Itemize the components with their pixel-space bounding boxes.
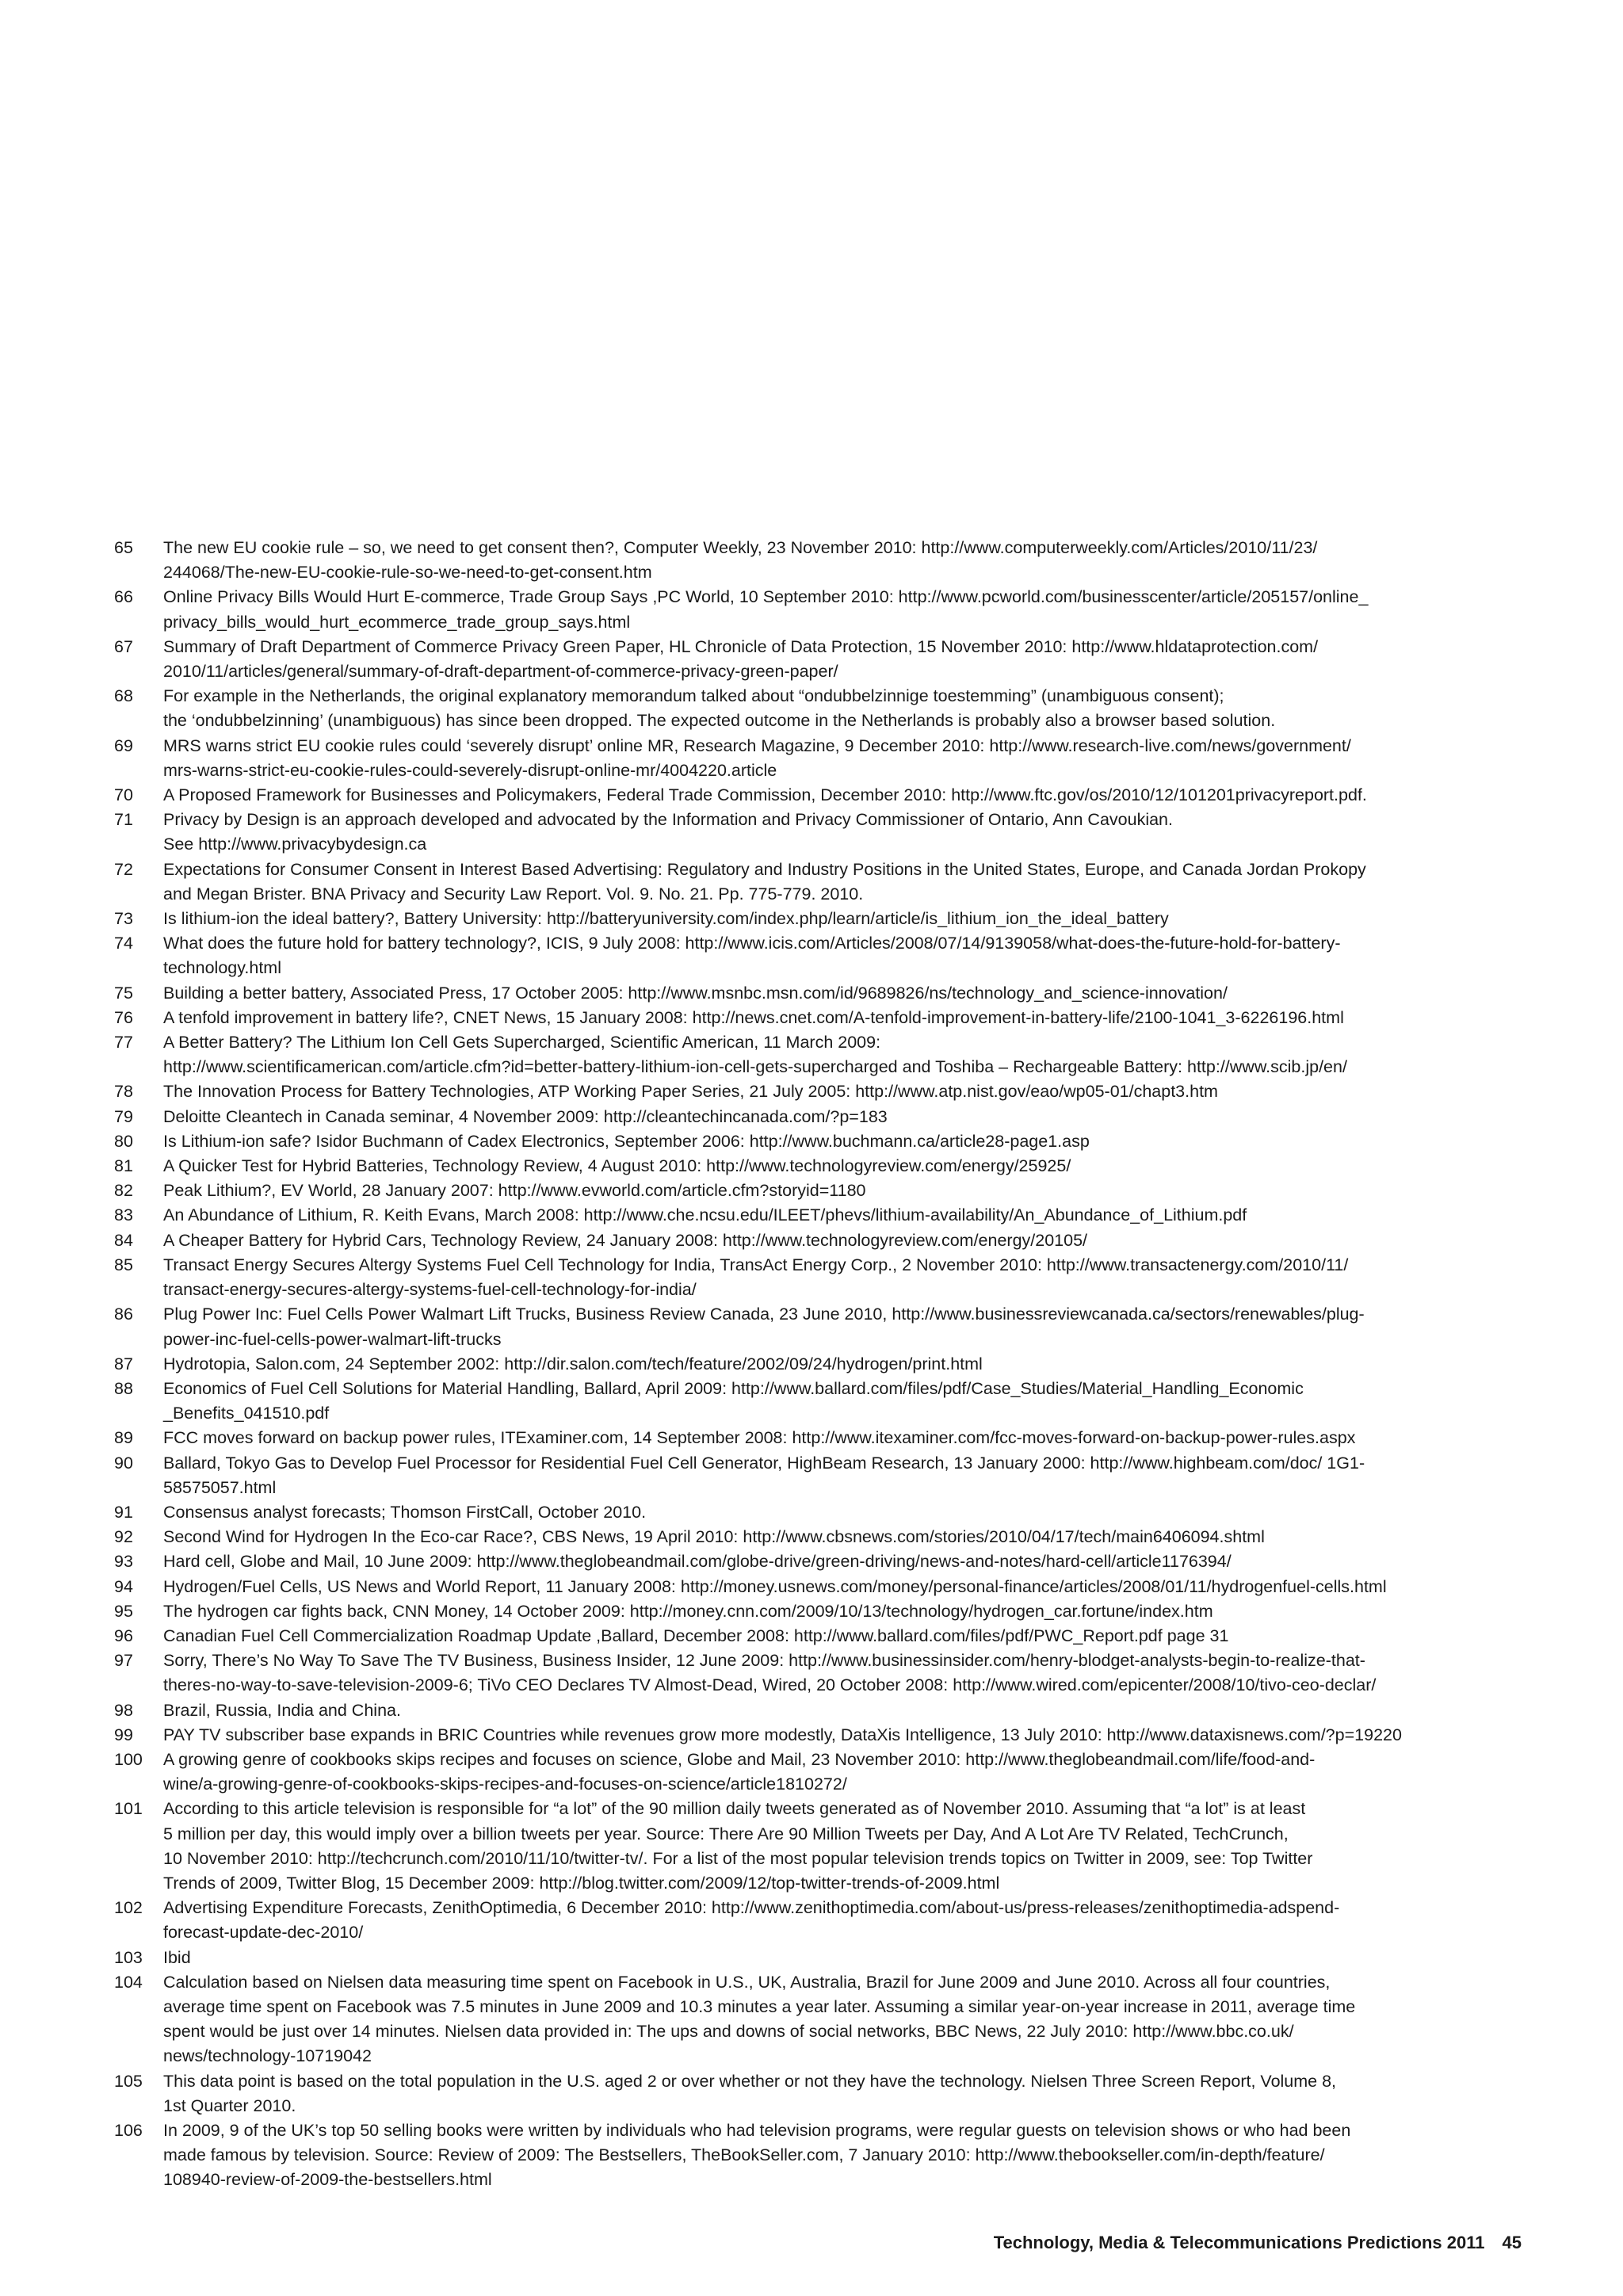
endnote-number: 79: [114, 1106, 133, 1126]
endnote-item: [114, 783, 1525, 808]
endnote-number: 71: [114, 810, 133, 830]
endnote-item: [114, 1946, 1525, 1970]
endnote-text: [163, 1079, 1525, 1104]
endnote-line: In 2009, 9 of the UK’s top 50 selling books were written by individuals who had television programs, were regular guests on television shows or who had been: [163, 2121, 1351, 2140]
endnote-line: Sorry, There’s No Way To Save The TV Business, Business Insider, 12 June 2009: http://www.businessinsider.com/henry-blodget-analysts-begin-to-realize-that-: [163, 1651, 1365, 1671]
endnote-line: Privacy by Design is an approach developed and advocated by the Information and Privacy Commissioner of Ontario, Ann Cavoukian.: [163, 810, 1173, 830]
endnote-text: [163, 1129, 1525, 1154]
footer-title: Technology, Media & Telecommunications Predictions 2011: [993, 2233, 1485, 2252]
endnote-text: [163, 1599, 1525, 1624]
endnote-number: 99: [114, 1725, 133, 1744]
endnote-item: [114, 1352, 1525, 1377]
endnote-number: 75: [114, 983, 133, 1003]
endnote-line: A growing genre of cookbooks skips recipes and focuses on science, Globe and Mail, 23 November 2010: http://www.theglobeandmail.com/life/food-and-: [163, 1749, 1316, 1769]
endnote-line: FCC moves forward on backup power rules, ITExaminer.com, 14 September 2008: http://www.itexaminer.com/fcc-moves-forward-on-backup-power-rules.aspx: [163, 1428, 1356, 1448]
endnote-item: [114, 1253, 1525, 1302]
endnote-text: [163, 1179, 1525, 1203]
endnote-item: [114, 1451, 1525, 1500]
endnote-number: 95: [114, 1601, 133, 1621]
endnote-line: Ballard, Tokyo Gas to Develop Fuel Processor for Residential Fuel Cell Generator, HighBeam Research, 13 January 2000: http://www.highbeam.com/doc/ 1G1-: [163, 1453, 1365, 1473]
endnote-text: [163, 1896, 1525, 1945]
endnote-line: Economics of Fuel Cell Solutions for Material Handling, Ballard, April 2009: http://www.ballard.com/files/pdf/Case_Studies/Material_Handling_Economic: [163, 1378, 1304, 1398]
endnote-number: 72: [114, 859, 133, 879]
endnote-item: [114, 1006, 1525, 1030]
endnote-line: A Proposed Framework for Businesses and Policymakers, Federal Trade Commission, December 2010: http://www.ftc.gov/os/2010/12/101201privacyreport.pdf.: [163, 785, 1367, 805]
endnote-line: A Cheaper Battery for Hybrid Cars, Technology Review, 24 January 2008: http://www.technologyreview.com/energy/20105/: [163, 1230, 1088, 1250]
endnote-text: [163, 1253, 1525, 1302]
endnote-text: [163, 1748, 1525, 1797]
endnote-item: [114, 635, 1525, 684]
endnote-number: 89: [114, 1428, 133, 1448]
endnote-line: Online Privacy Bills Would Hurt E-commerce, Trade Group Says ,PC World, 10 September 2010: http://www.pcworld.com/businesscenter/article/205157/online_: [163, 587, 1369, 607]
endnote-line: 244068/The-new-EU-cookie-rule-so-we-need-to-get-consent.htm: [163, 563, 652, 583]
endnote-line: PAY TV subscriber base expands in BRIC Countries while revenues grow more modestly, DataXis Intelligence, 13 July 2010: http://www.dataxisnews.com/?p=19220: [163, 1725, 1402, 1744]
page-number: 45: [1502, 2233, 1522, 2252]
endnote-line: According to this article television is responsible for “a lot” of the 90 million daily tweets generated as of November 2010. Assuming that “a lot” is at least: [163, 1799, 1306, 1819]
endnote-line: Deloitte Cleantech in Canada seminar, 4 November 2009: http://cleantechincanada.com/?p=183: [163, 1106, 888, 1126]
endnote-line: Plug Power Inc: Fuel Cells Power Walmart Lift Trucks, Business Review Canada, 23 June 2010, http://www.businessreviewcanada.ca/sectors/renewables/plug-: [163, 1305, 1365, 1324]
endnote-text: [163, 1228, 1525, 1253]
endnote-item: [114, 1970, 1525, 2069]
endnote-item: [114, 907, 1525, 931]
endnote-number: 86: [114, 1305, 133, 1324]
endnote-line: The hydrogen car fights back, CNN Money, 14 October 2009: http://money.cnn.com/2009/10/13/technology/hydrogen_car.fortune/index.htm: [163, 1601, 1213, 1621]
endnote-item: [114, 808, 1525, 857]
endnote-line: Ibid: [163, 1947, 191, 1967]
endnote-text: [163, 1797, 1525, 1896]
endnote-line: The Innovation Process for Battery Technologies, ATP Working Paper Series, 21 July 2005: http://www.atp.nist.gov/eao/wp05-01/chapt3.htm: [163, 1082, 1218, 1102]
endnote-line: The new EU cookie rule – so, we need to get consent then?, Computer Weekly, 23 November 2010: http://www.computerweekly.com/Articles/2010/11/23/: [163, 538, 1318, 557]
endnote-text: [163, 1624, 1525, 1648]
endnote-line: 5 million per day, this would imply over a billion tweets per year. Source: There Are 90 Million Tweets per Day, And A Lot Are TV Related, TechCrunch,: [163, 1824, 1289, 1843]
endnote-line: news/technology-10719042: [163, 2046, 372, 2066]
endnote-item: [114, 1079, 1525, 1104]
endnote-text: [163, 1030, 1525, 1079]
endnote-number: 67: [114, 636, 133, 656]
endnote-line: the ‘ondubbelzinning’ (unambiguous) has since been dropped. The expected outcome in the Netherlands is probably also a browser based solution.: [163, 711, 1276, 731]
endnote-text: [163, 1203, 1525, 1228]
endnote-item: [114, 536, 1525, 585]
endnote-text: [163, 1575, 1525, 1599]
endnote-number: 76: [114, 1007, 133, 1027]
endnote-text: [163, 981, 1525, 1006]
endnote-text: [163, 1525, 1525, 1549]
endnote-text: [163, 1698, 1525, 1723]
endnote-line: Transact Energy Secures Altergy Systems Fuel Cell Technology for India, TransAct Energy Corp., 2 November 2010: http://www.transactenergy.com/2010/11/: [163, 1255, 1349, 1274]
endnote-text: [163, 2069, 1525, 2118]
endnote-number: 65: [114, 538, 133, 557]
endnote-item: [114, 1549, 1525, 1574]
endnote-text: [163, 1549, 1525, 1574]
endnote-item: [114, 1748, 1525, 1797]
endnote-text: [163, 1377, 1525, 1426]
endnote-line: theres-no-way-to-save-television-2009-6; TiVo CEO Declares TV Almost-Dead, Wired, 20 October 2008: http://www.wired.com/epicenter/2008/10/tivo-ceo-declar/: [163, 1675, 1377, 1695]
endnote-text: [163, 1451, 1525, 1500]
endnote-number: 100: [114, 1749, 143, 1769]
endnote-line: technology.html: [163, 958, 281, 978]
endnote-number: 103: [114, 1947, 143, 1967]
page-footer: [994, 2233, 1522, 2253]
endnote-item: [114, 1723, 1525, 1748]
endnote-item: [114, 858, 1525, 907]
endnote-line: Trends of 2009, Twitter Blog, 15 December 2009: http://blog.twitter.com/2009/12/top-twitter-trends-of-2009.html: [163, 1873, 1000, 1893]
endnote-line: average time spent on Facebook was 7.5 minutes in June 2009 and 10.3 minutes a year later. Assuming a similar year-on-year increase in 2011, average time: [163, 1996, 1356, 2016]
endnote-number: 96: [114, 1626, 133, 1645]
endnote-text: [163, 783, 1525, 808]
endnote-number: 98: [114, 1700, 133, 1720]
endnote-line: 2010/11/articles/general/summary-of-draft-department-of-commerce-privacy-green-paper/: [163, 662, 838, 682]
endnote-text: [163, 684, 1525, 733]
endnote-item: [114, 1648, 1525, 1698]
endnote-number: 97: [114, 1651, 133, 1671]
endnote-item: [114, 1154, 1525, 1179]
endnote-item: [114, 1525, 1525, 1549]
endnote-text: [163, 1352, 1525, 1377]
endnote-line: What does the future hold for battery technology?, ICIS, 9 July 2008: http://www.icis.com/Articles/2008/07/14/9139058/what-does-the-future-hold-for-battery-: [163, 934, 1341, 953]
endnote-item: [114, 2069, 1525, 2118]
endnote-number: 80: [114, 1131, 133, 1151]
endnote-line: Consensus analyst forecasts; Thomson FirstCall, October 2010.: [163, 1502, 647, 1522]
endnote-line: An Abundance of Lithium, R. Keith Evans, March 2008: http://www.che.ncsu.edu/ILEET/phevs/lithium-availability/An_Abundance_of_Lithium.pdf: [163, 1205, 1247, 1225]
endnote-text: [163, 1154, 1525, 1179]
endnote-line: This data point is based on the total population in the U.S. aged 2 or over whether or not they have the technology. Nielsen Three Screen Report, Volume 8,: [163, 2071, 1337, 2091]
endnote-number: 104: [114, 1972, 143, 1992]
endnote-item: [114, 1599, 1525, 1624]
endnote-item: [114, 1426, 1525, 1450]
endnote-item: [114, 585, 1525, 634]
endnote-text: [163, 858, 1525, 907]
endnote-item: [114, 981, 1525, 1006]
endnote-line: For example in the Netherlands, the original explanatory memorandum talked about “ondubbelzinnige toestemming” (unambiguous consent);: [163, 686, 1224, 706]
endnote-line: transact-energy-secures-altergy-systems-fuel-cell-technology-for-india/: [163, 1280, 697, 1300]
endnote-line: 58575057.html: [163, 1477, 277, 1497]
endnote-number: 101: [114, 1799, 143, 1819]
endnote-number: 70: [114, 785, 133, 805]
endnote-line: A tenfold improvement in battery life?, CNET News, 15 January 2008: http://news.cnet.com/A-tenfold-improvement-in-battery-life/2100-1041_3-6226196.html: [163, 1007, 1344, 1027]
endnote-number: 82: [114, 1181, 133, 1201]
endnote-number: 106: [114, 2121, 143, 2140]
endnote-text: [163, 734, 1525, 783]
endnote-item: [114, 1105, 1525, 1129]
endnote-line: See http://www.privacybydesign.ca: [163, 835, 427, 854]
endnote-line: 1st Quarter 2010.: [163, 2095, 296, 2115]
endnote-line: Building a better battery, Associated Press, 17 October 2005: http://www.msnbc.msn.com/id/9689826/ns/technology_and_science-innovation/: [163, 983, 1228, 1003]
endnote-text: [163, 2118, 1525, 2193]
endnote-item: [114, 1179, 1525, 1203]
endnote-line: Hydrogen/Fuel Cells, US News and World Report, 11 January 2008: http://money.usnews.com/money/personal-finance/articles/2008/01/11/hydrogenfuel-cells.html: [163, 1576, 1387, 1596]
endnote-number: 66: [114, 587, 133, 607]
endnote-item: [114, 1377, 1525, 1426]
endnote-line: http://www.scientificamerican.com/article.cfm?id=better-battery-lithium-ion-cell-gets-supercharged and Toshiba – Rechargeable Battery: http://www.scib.jp/en/: [163, 1057, 1347, 1077]
endnote-number: 81: [114, 1156, 133, 1176]
endnote-line: Second Wind for Hydrogen In the Eco-car Race?, CBS News, 19 April 2010: http://www.cbsnews.com/stories/2010/04/17/tech/main6406094.shtml: [163, 1527, 1265, 1547]
endnote-line: Calculation based on Nielsen data measuring time spent on Facebook in U.S., UK, Australia, Brazil for June 2009 and June 2010. Across all four countries,: [163, 1972, 1331, 1992]
endnote-item: [114, 1500, 1525, 1525]
endnote-line: power-inc-fuel-cells-power-walmart-lift-trucks: [163, 1329, 502, 1349]
endnote-number: 84: [114, 1230, 133, 1250]
endnote-line: wine/a-growing-genre-of-cookbooks-skips-recipes-and-focuses-on-science/article1810272/: [163, 1775, 847, 1794]
endnote-line: Hard cell, Globe and Mail, 10 June 2009: http://www.theglobeandmail.com/globe-drive/green-driving/news-and-notes/hard-cell/article1176394/: [163, 1552, 1232, 1572]
endnote-line: Is lithium-ion the ideal battery?, Battery University: http://batteryuniversity.com/index.php/learn/article/is_lithium_ion_the_ideal_battery: [163, 909, 1169, 929]
endnote-text: [163, 1723, 1525, 1748]
endnote-text: [163, 1946, 1525, 1970]
endnote-number: 88: [114, 1378, 133, 1398]
endnote-text: [163, 931, 1525, 980]
endnote-number: 102: [114, 1898, 143, 1918]
endnotes-list: [114, 536, 1525, 2193]
endnote-item: [114, 734, 1525, 783]
endnote-line: MRS warns strict EU cookie rules could ‘severely disrupt’ online MR, Research Magazine, 9 December 2010: http://www.research-live.com/news/government/: [163, 735, 1351, 755]
endnote-text: [163, 536, 1525, 585]
endnote-line: mrs-warns-strict-eu-cookie-rules-could-severely-disrupt-online-mr/4004220.article: [163, 760, 777, 780]
endnote-line: and Megan Brister. BNA Privacy and Security Law Report. Vol. 9. No. 21. Pp. 775-779. 2010.: [163, 884, 864, 904]
endnote-line: Summary of Draft Department of Commerce Privacy Green Paper, HL Chronicle of Data Protection, 15 November 2010: http://www.hldataprotection.com/: [163, 636, 1319, 656]
endnote-number: 77: [114, 1033, 133, 1052]
endnote-line: 10 November 2010: http://techcrunch.com/2010/11/10/twitter-tv/. For a list of the most popular television trends topics on Twitter in 2009, see: Top Twitter: [163, 1848, 1313, 1868]
endnote-text: [163, 1500, 1525, 1525]
endnote-item: [114, 931, 1525, 980]
endnote-line: A Better Battery? The Lithium Ion Cell Gets Supercharged, Scientific American, 11 March 2009:: [163, 1033, 881, 1052]
endnote-line: Hydrotopia, Salon.com, 24 September 2002: http://dir.salon.com/tech/feature/2002/09/24/hydrogen/print.html: [163, 1354, 983, 1373]
endnote-number: 90: [114, 1453, 133, 1473]
endnote-number: 91: [114, 1502, 133, 1522]
endnote-line: Peak Lithium?, EV World, 28 January 2007: http://www.evworld.com/article.cfm?storyid=1180: [163, 1181, 866, 1201]
endnote-item: [114, 1129, 1525, 1154]
endnote-line: _Benefits_041510.pdf: [163, 1404, 330, 1423]
endnote-item: [114, 1030, 1525, 1079]
endnote-text: [163, 1648, 1525, 1698]
endnote-text: [163, 1105, 1525, 1129]
endnote-number: 92: [114, 1527, 133, 1547]
endnote-number: 105: [114, 2071, 143, 2091]
endnote-number: 73: [114, 909, 133, 929]
endnote-number: 68: [114, 686, 133, 706]
endnote-line: forecast-update-dec-2010/: [163, 1923, 364, 1943]
endnote-item: [114, 1698, 1525, 1723]
endnote-number: 93: [114, 1552, 133, 1572]
endnote-line: spent would be just over 14 minutes. Nielsen data provided in: The ups and downs of social networks, BBC News, 22 July 2010: http://www.bbc.co.uk/: [163, 2022, 1294, 2042]
endnote-item: [114, 1896, 1525, 1945]
endnote-number: 74: [114, 934, 133, 953]
endnote-number: 83: [114, 1205, 133, 1225]
endnote-text: [163, 907, 1525, 931]
endnote-text: [163, 808, 1525, 857]
endnote-item: [114, 1203, 1525, 1228]
endnote-item: [114, 684, 1525, 733]
endnote-line: 108940-review-of-2009-the-bestsellers.html: [163, 2170, 492, 2190]
endnote-text: [163, 1426, 1525, 1450]
endnote-number: 69: [114, 735, 133, 755]
endnote-line: Advertising Expenditure Forecasts, ZenithOptimedia, 6 December 2010: http://www.zenithoptimedia.com/about-us/press-releases/zenithoptimedia-adspend-: [163, 1898, 1340, 1918]
endnote-item: [114, 1797, 1525, 1896]
endnote-line: Expectations for Consumer Consent in Interest Based Advertising: Regulatory and Industry Positions in the United States, Europe, and Canada Jordan Prokopy: [163, 859, 1366, 879]
endnote-number: 94: [114, 1576, 133, 1596]
endnote-line: privacy_bills_would_hurt_ecommerce_trade_group_says.html: [163, 612, 631, 632]
endnote-line: Is Lithium-ion safe? Isidor Buchmann of Cadex Electronics, September 2006: http://www.buchmann.ca/article28-page1.asp: [163, 1131, 1090, 1151]
endnote-line: A Quicker Test for Hybrid Batteries, Technology Review, 4 August 2010: http://www.technologyreview.com/energy/25925/: [163, 1156, 1071, 1176]
endnote-number: 87: [114, 1354, 133, 1373]
endnote-item: [114, 1228, 1525, 1253]
endnote-text: [163, 635, 1525, 684]
endnote-number: 78: [114, 1082, 133, 1102]
endnote-item: [114, 1624, 1525, 1648]
endnote-item: [114, 1302, 1525, 1351]
endnote-text: [163, 1970, 1525, 2069]
endnote-text: [163, 1302, 1525, 1351]
endnote-line: Brazil, Russia, India and China.: [163, 1700, 401, 1720]
endnote-line: Canadian Fuel Cell Commercialization Roadmap Update ,Ballard, December 2008: http://www.ballard.com/files/pdf/PWC_Report.pdf page 31: [163, 1626, 1229, 1645]
endnote-number: 85: [114, 1255, 133, 1274]
endnote-line: made famous by television. Source: Review of 2009: The Bestsellers, TheBookSeller.com, 7 January 2010: http://www.thebookseller.com/in-depth/feature/: [163, 2145, 1325, 2165]
endnote-item: [114, 2118, 1525, 2193]
endnote-item: [114, 1575, 1525, 1599]
endnote-text: [163, 1006, 1525, 1030]
endnote-text: [163, 585, 1525, 634]
